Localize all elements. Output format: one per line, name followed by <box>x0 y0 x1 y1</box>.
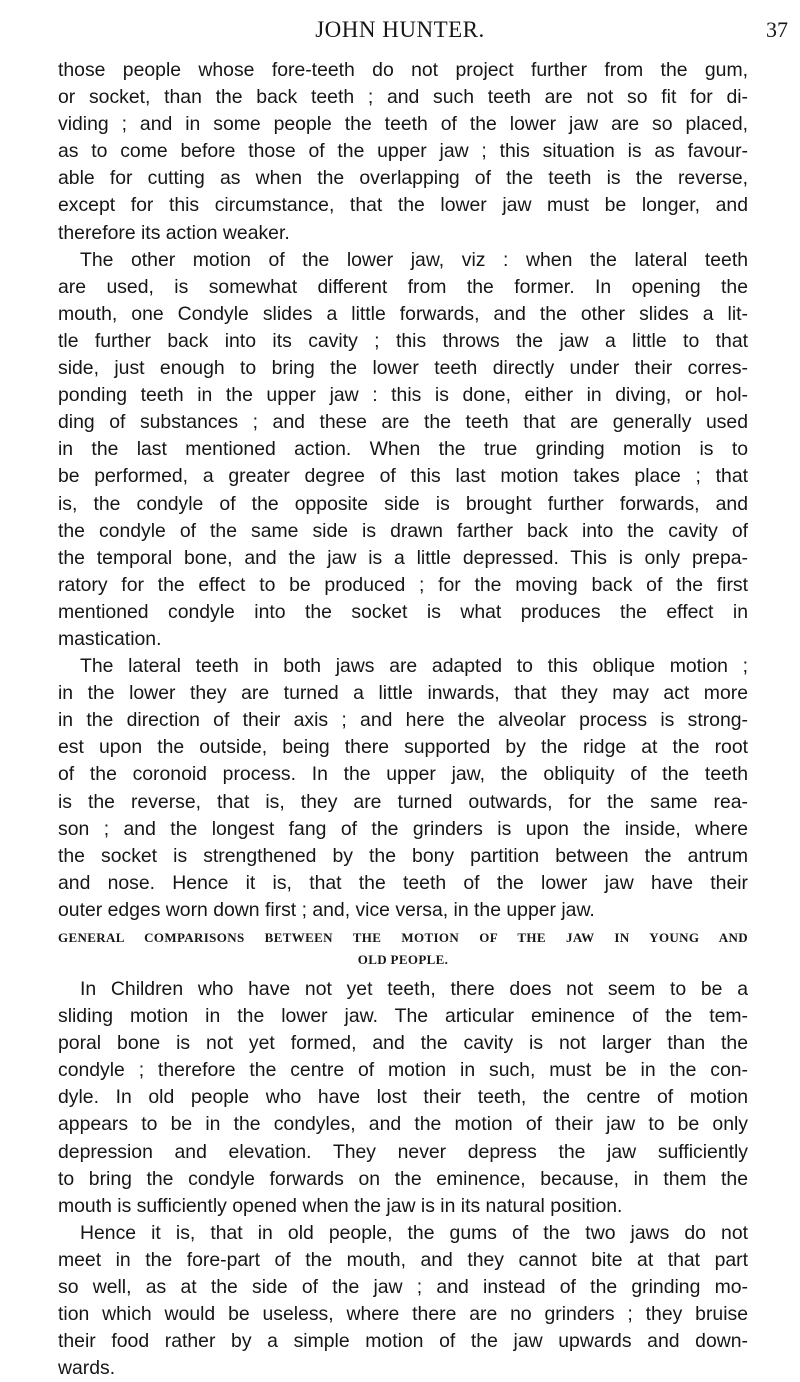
section-heading-line: GENERAL COMPARISONS BETWEEN THE MOTION OF THE JAW IN YOUNG AND <box>58 930 748 945</box>
paragraph-children <box>58 976 748 1220</box>
text-line: appears to be in the condyles, and the motion of their jaw to be only <box>58 1113 748 1136</box>
text-line: viding ; and in some people the teeth of the lower jaw are so placed, <box>58 113 748 136</box>
text-line: the condyle of the same side is drawn farther back into the cavity of <box>58 519 748 542</box>
text-line: The lateral teeth in both jaws are adapted to this oblique motion ; <box>80 655 748 678</box>
paragraph-continued <box>58 57 748 247</box>
text-line: therefore its action weaker. <box>58 221 290 244</box>
text-line: Hence it is, that in old people, the gums of the two jaws do not <box>80 1221 748 1244</box>
text-line: wards. <box>58 1357 116 1380</box>
text-line: sliding motion in the lower jaw. The articular eminence of the tem- <box>58 1005 748 1028</box>
text-line: the socket is strengthened by the bony partition between the antrum <box>58 844 748 867</box>
text-line: ponding teeth in the upper jaw : this is done, either in diving, or hol- <box>58 384 748 407</box>
paragraph-lateral-motion <box>58 247 748 653</box>
text-line: those people whose fore-teeth do not project further from the gum, <box>58 59 748 81</box>
text-line: tle further back into its cavity ; this throws the jaw a little to that <box>58 329 748 352</box>
text-line: condyle ; therefore the centre of motion in such, must be in the con- <box>58 1059 748 1082</box>
text-line: are used, is somewhat different from the former. In opening the <box>58 275 748 298</box>
text-line: In Children who have not yet teeth, there does not seem to be a <box>80 978 748 1000</box>
running-head <box>0 0 800 50</box>
running-title: JOHN HUNTER. <box>315 17 485 42</box>
text-line: as to come before those of the upper jaw ; this situation is as favour- <box>58 140 748 163</box>
text-line: in the last mentioned action. When the true grinding motion is to <box>58 438 748 461</box>
text-line: poral bone is not yet formed, and the cavity is not larger than the <box>58 1032 748 1055</box>
text-line: depression and elevation. They never depress the jaw sufficiently <box>58 1140 748 1163</box>
text-line: able for cutting as when the overlapping of the teeth is the reverse, <box>58 167 748 190</box>
text-line: ding of substances ; and these are the teeth that are generally used <box>58 411 748 434</box>
text-line: their food rather by a simple motion of the jaw upwards and down- <box>58 1330 748 1353</box>
text-line: in the direction of their axis ; and here the alveolar process is strong- <box>58 709 748 732</box>
text-line: The other motion of the lower jaw, viz : when the lateral teeth <box>80 248 748 271</box>
text-line: the temporal bone, and the jaw is a little depressed. This is only prepa- <box>58 546 748 569</box>
text-line: so well, as at the side of the jaw ; and instead of the grinding mo- <box>58 1276 748 1299</box>
text-line: is, the condyle of the opposite side is brought further forwards, and <box>58 492 748 515</box>
text-line: except for this circumstance, that the lower jaw must be longer, and <box>58 194 748 217</box>
text-line: and nose. Hence it is, that the teeth of the lower jaw have their <box>58 871 748 894</box>
text-line: is the reverse, that is, they are turned outwards, for the same rea- <box>58 790 748 813</box>
text-line: outer edges worn down first ; and, vice versa, in the upper jaw. <box>58 898 595 921</box>
text-line: side, just enough to bring the lower teeth directly under their corres- <box>58 357 748 380</box>
text-line: meet in the fore-part of the mouth, and they cannot bite at that part <box>58 1248 748 1271</box>
text-line: son ; and the longest fang of the grinders is upon the inside, where <box>58 817 748 840</box>
section-heading-line: OLD PEOPLE. <box>357 952 449 967</box>
text-line: mouth is sufficiently opened when the jaw is in its natural position. <box>58 1194 623 1217</box>
section-heading <box>58 926 748 976</box>
text-line: ratory for the effect to be produced ; for the moving back of the first <box>58 573 748 596</box>
paragraph-lateral-teeth <box>58 653 748 924</box>
text-line: dyle. In old people who have lost their teeth, the centre of motion <box>58 1086 748 1109</box>
page-number: 37 <box>766 17 788 42</box>
text-line: of the coronoid process. In the upper jaw, the obliquity of the teeth <box>58 763 748 786</box>
text-line: to bring the condyle forwards on the eminence, because, in them the <box>58 1167 748 1190</box>
text-line: mentioned condyle into the socket is what produces the effect in <box>58 600 748 623</box>
text-line: be performed, a greater degree of this last motion takes place ; that <box>58 465 748 488</box>
text-line: est upon the outside, being there supported by the ridge at the root <box>58 736 748 759</box>
text-line: mastication. <box>58 627 162 650</box>
paragraph-old-people <box>58 1220 748 1382</box>
text-line: or socket, than the back teeth ; and such teeth are not so fit for di- <box>58 86 748 109</box>
text-line: in the lower they are turned a little inwards, that they may act more <box>58 682 748 705</box>
body-text <box>58 57 748 1382</box>
text-line: mouth, one Condyle slides a little forwards, and the other slides a lit- <box>58 302 748 325</box>
text-line: tion which would be useless, where there are no grinders ; they bruise <box>58 1303 748 1326</box>
